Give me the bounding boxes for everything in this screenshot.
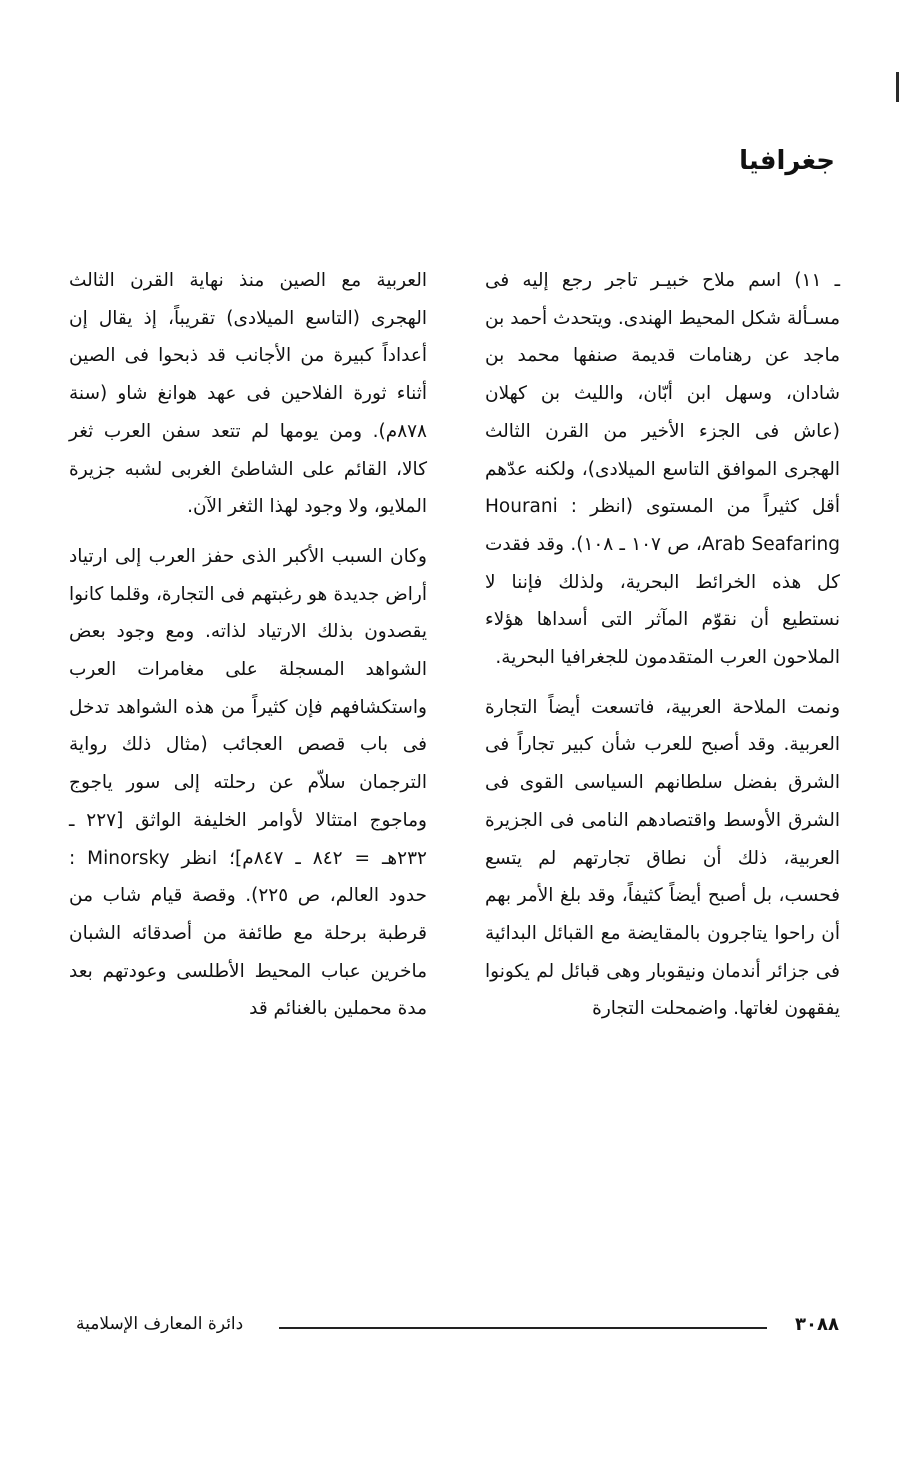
paragraph: ونمت الملاحة العربية، فاتسعت أيضاً التجارة العربية. وقد أصبح للعرب شأن كبير تجاراً فى الشرق بفضل سلطانهم السياسى القوى فى الشرق الأوسط واقتصادهم النامى فى الجزيرة العربية، ذلك أن نطاق تجارتهم لم يتسع فحسب، بل أصبح أيضاً كثيفاً، وقد بلغ الأمر بهم أن راحوا يتاجرون بالمقايضة مع القبائل البدائية فى جزائر أندمان ونيقوبار وهى قبائل لم يكونوا يفقهون لغاتها. واضمحلت التجارة <box>485 696 840 1020</box>
paragraph: وكان السبب الأكبر الذى حفز العرب إلى ارتياد أراض جديدة هو رغبتهم فى التجارة، وقلما كانوا يقصدون بذلك الارتياد لذاته. ومع وجود بعض الشواهد المسجلة على مغامرات العرب واستكشافهم فإن كثيراً من هذه الشواهد تدخل فى باب قصص العجائب (مثال ذلك رواية الترجمان سلاّم عن رحلته إلى سور ياجوج وماجوج امتثالا لأوامر الخليفة الواثق [٢٢٧ ـ ٢٣٢هـ = ٨٤٢ ـ ٨٤٧م]؛ انظر Minorsky : حدود العالم، ص ٢٢٥). وقصة قيام شاب من قرطبة برحلة مع طائفة من أصدقائه الشبان ماخرين عباب المحيط الأطلسى وعودتهم بعد مدة محملين بالغنائم قد <box>69 545 427 1020</box>
scan-edge-mark <box>896 72 899 102</box>
paragraph: ـ ١١) اسم ملاح خبيـر تاجر رجع إليه فى مسـألة شكل المحيط الهندى. ويتحدث أحمد بن ماجد عن رهنامات قديمة صنفها محمد بن شادان، وسهل ابن أبّان، والليث بن كهلان (عاش فى الجزء الأخير من القرن الثالث الهجرى الموافق التاسع الميلادى)، ولكنه عدّهم أقل كثيراً من المستوى (انظر Hourani : Arab Seafaring، ص ١٠٧ ـ ١٠٨). وقد فقدت كل هذه الخرائط البحرية، ولذلك فإننا لا نستطيع أن نقوّم المآثر التى أسداها هؤلاء الملاحون العرب المتقدمون للجغرافيا البحرية. <box>485 270 840 669</box>
section-title: جغرافيا <box>739 146 835 176</box>
text-column-left <box>69 262 427 1028</box>
paragraph: العربية مع الصين منذ نهاية القرن الثالث الهجرى (التاسع الميلادى) تقريباً، إذ يقال إن أعداداً كبيرة من الأجانب قد ذبحوا فى الصين أثناء ثورة الفلاحين فى عهد هوانغ شاو (سنة ٨٧٨م). ومن يومها لم تتعد سفن العرب ثغر كالا، القائم على الشاطئ الغربى لشبه جزيرة الملايو، ولا وجود لهذا الثغر الآن. <box>69 270 427 518</box>
text-column-right <box>485 262 840 1028</box>
page-number: ٣٠٨٨ <box>795 1314 839 1335</box>
page-footer <box>76 1314 839 1342</box>
footer-divider <box>279 1327 767 1329</box>
journal-name: دائرة المعارف الإسلامية <box>76 1314 244 1334</box>
